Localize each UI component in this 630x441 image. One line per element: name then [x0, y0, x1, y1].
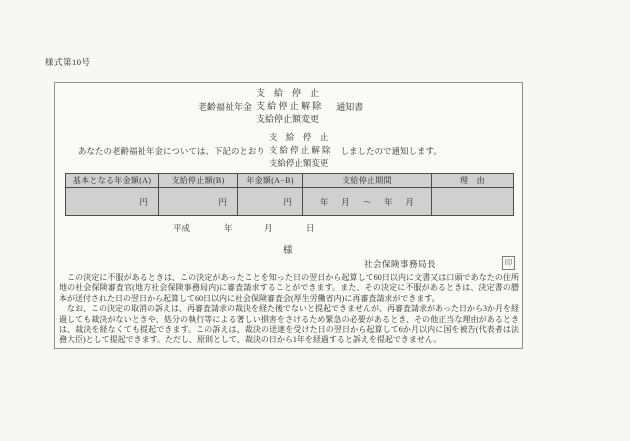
addressee-honorific: 様	[283, 246, 293, 256]
period-year-from: 年	[319, 196, 329, 207]
signer-title: 社会保険事務局長	[364, 259, 437, 269]
sentence-option-amount-change: 支給停止額変更	[268, 158, 329, 168]
header-pension-amount: 年金額(A−B)	[238, 174, 303, 188]
cell-suspended-amount: 円	[159, 188, 238, 216]
table-header-row	[66, 174, 514, 188]
header-reason: 理 由	[432, 174, 514, 188]
cell-suspension-period	[303, 188, 432, 216]
title-pension-name: 老齢福祉年金	[198, 102, 253, 112]
notice-border-box	[54, 82, 523, 349]
period-month-from: 月	[341, 196, 350, 207]
sentence-option-suspension: 支 給 停 止	[268, 132, 329, 142]
form-number-label: 様式第10号	[45, 57, 91, 67]
date-day-label: 日	[306, 223, 315, 233]
header-suspended-amount: 支給停止額(B)	[159, 174, 238, 188]
title-option-release: 支 給 停 止 解 除	[256, 101, 322, 111]
sentence-tail: しましたので通知します。	[340, 145, 442, 156]
appeal-paragraph-1: この決定に不服があるときは、この決定があったことを知った日の翌日から起算して60日以内に文書又は口頭であなたの住所地の社会保険審査官(地方社会保険事務局内)に審査請求することができます。また、その決定に不服があるときは、決定書の謄本が送付された日の翌日から起算して60日以内に社会保険審査会(厚生労働省内)に再審査請求ができます。	[59, 273, 519, 303]
appeal-instructions	[59, 273, 519, 346]
cell-reason	[432, 188, 514, 216]
appeal-paragraph-2: なお、この決定の取消の訴えは、再審査請求の裁決を経た後でないと提起できませんが、再審査請求があった日から3か月を経過しても裁決がないときや、処分の執行等による著しい損害をさけるため緊急の必要があるとき、その他正当な理由があるときは、裁決を経なくても提起できます。この訴えは、裁決の送達を受けた日の翌日から起算して6か月以内に国を被告(代表者は法務大臣)として提起できます。ただし、原則として、裁決の日から1年を経過すると訴えを提起できません。	[59, 304, 519, 345]
pension-table	[65, 173, 514, 216]
notification-sentence	[78, 131, 442, 170]
title-option-stack	[256, 87, 321, 126]
period-year-to: 年	[384, 196, 393, 207]
date-year-label: 年	[224, 223, 233, 233]
date-era-label: 平成	[173, 223, 191, 233]
cell-base-pension-amount: 円	[66, 188, 159, 216]
sentence-lead: あなたの老齢福祉年金については、下記のとおり	[78, 145, 265, 156]
document-title	[198, 87, 363, 126]
period-month-to: 月	[405, 196, 415, 207]
sentence-option-release: 支 給 停 止 解 除	[268, 145, 331, 155]
suspension-period-labels	[303, 196, 431, 208]
table-row	[66, 188, 514, 216]
date-month-label: 月	[264, 223, 273, 233]
title-doc-type: 通知書	[336, 102, 364, 112]
title-option-amount-change: 支給停止額変更	[256, 114, 320, 124]
title-option-suspension: 支 給 停 止	[256, 88, 320, 98]
seal-mark: 印	[502, 256, 515, 270]
cell-pension-amount: 円	[238, 188, 303, 216]
header-base-pension-amount: 基本となる年金額(A)	[66, 174, 159, 188]
sentence-option-stack	[269, 131, 331, 170]
header-suspension-period: 支給停止期間	[303, 174, 432, 188]
period-tilde: ～	[362, 196, 372, 207]
